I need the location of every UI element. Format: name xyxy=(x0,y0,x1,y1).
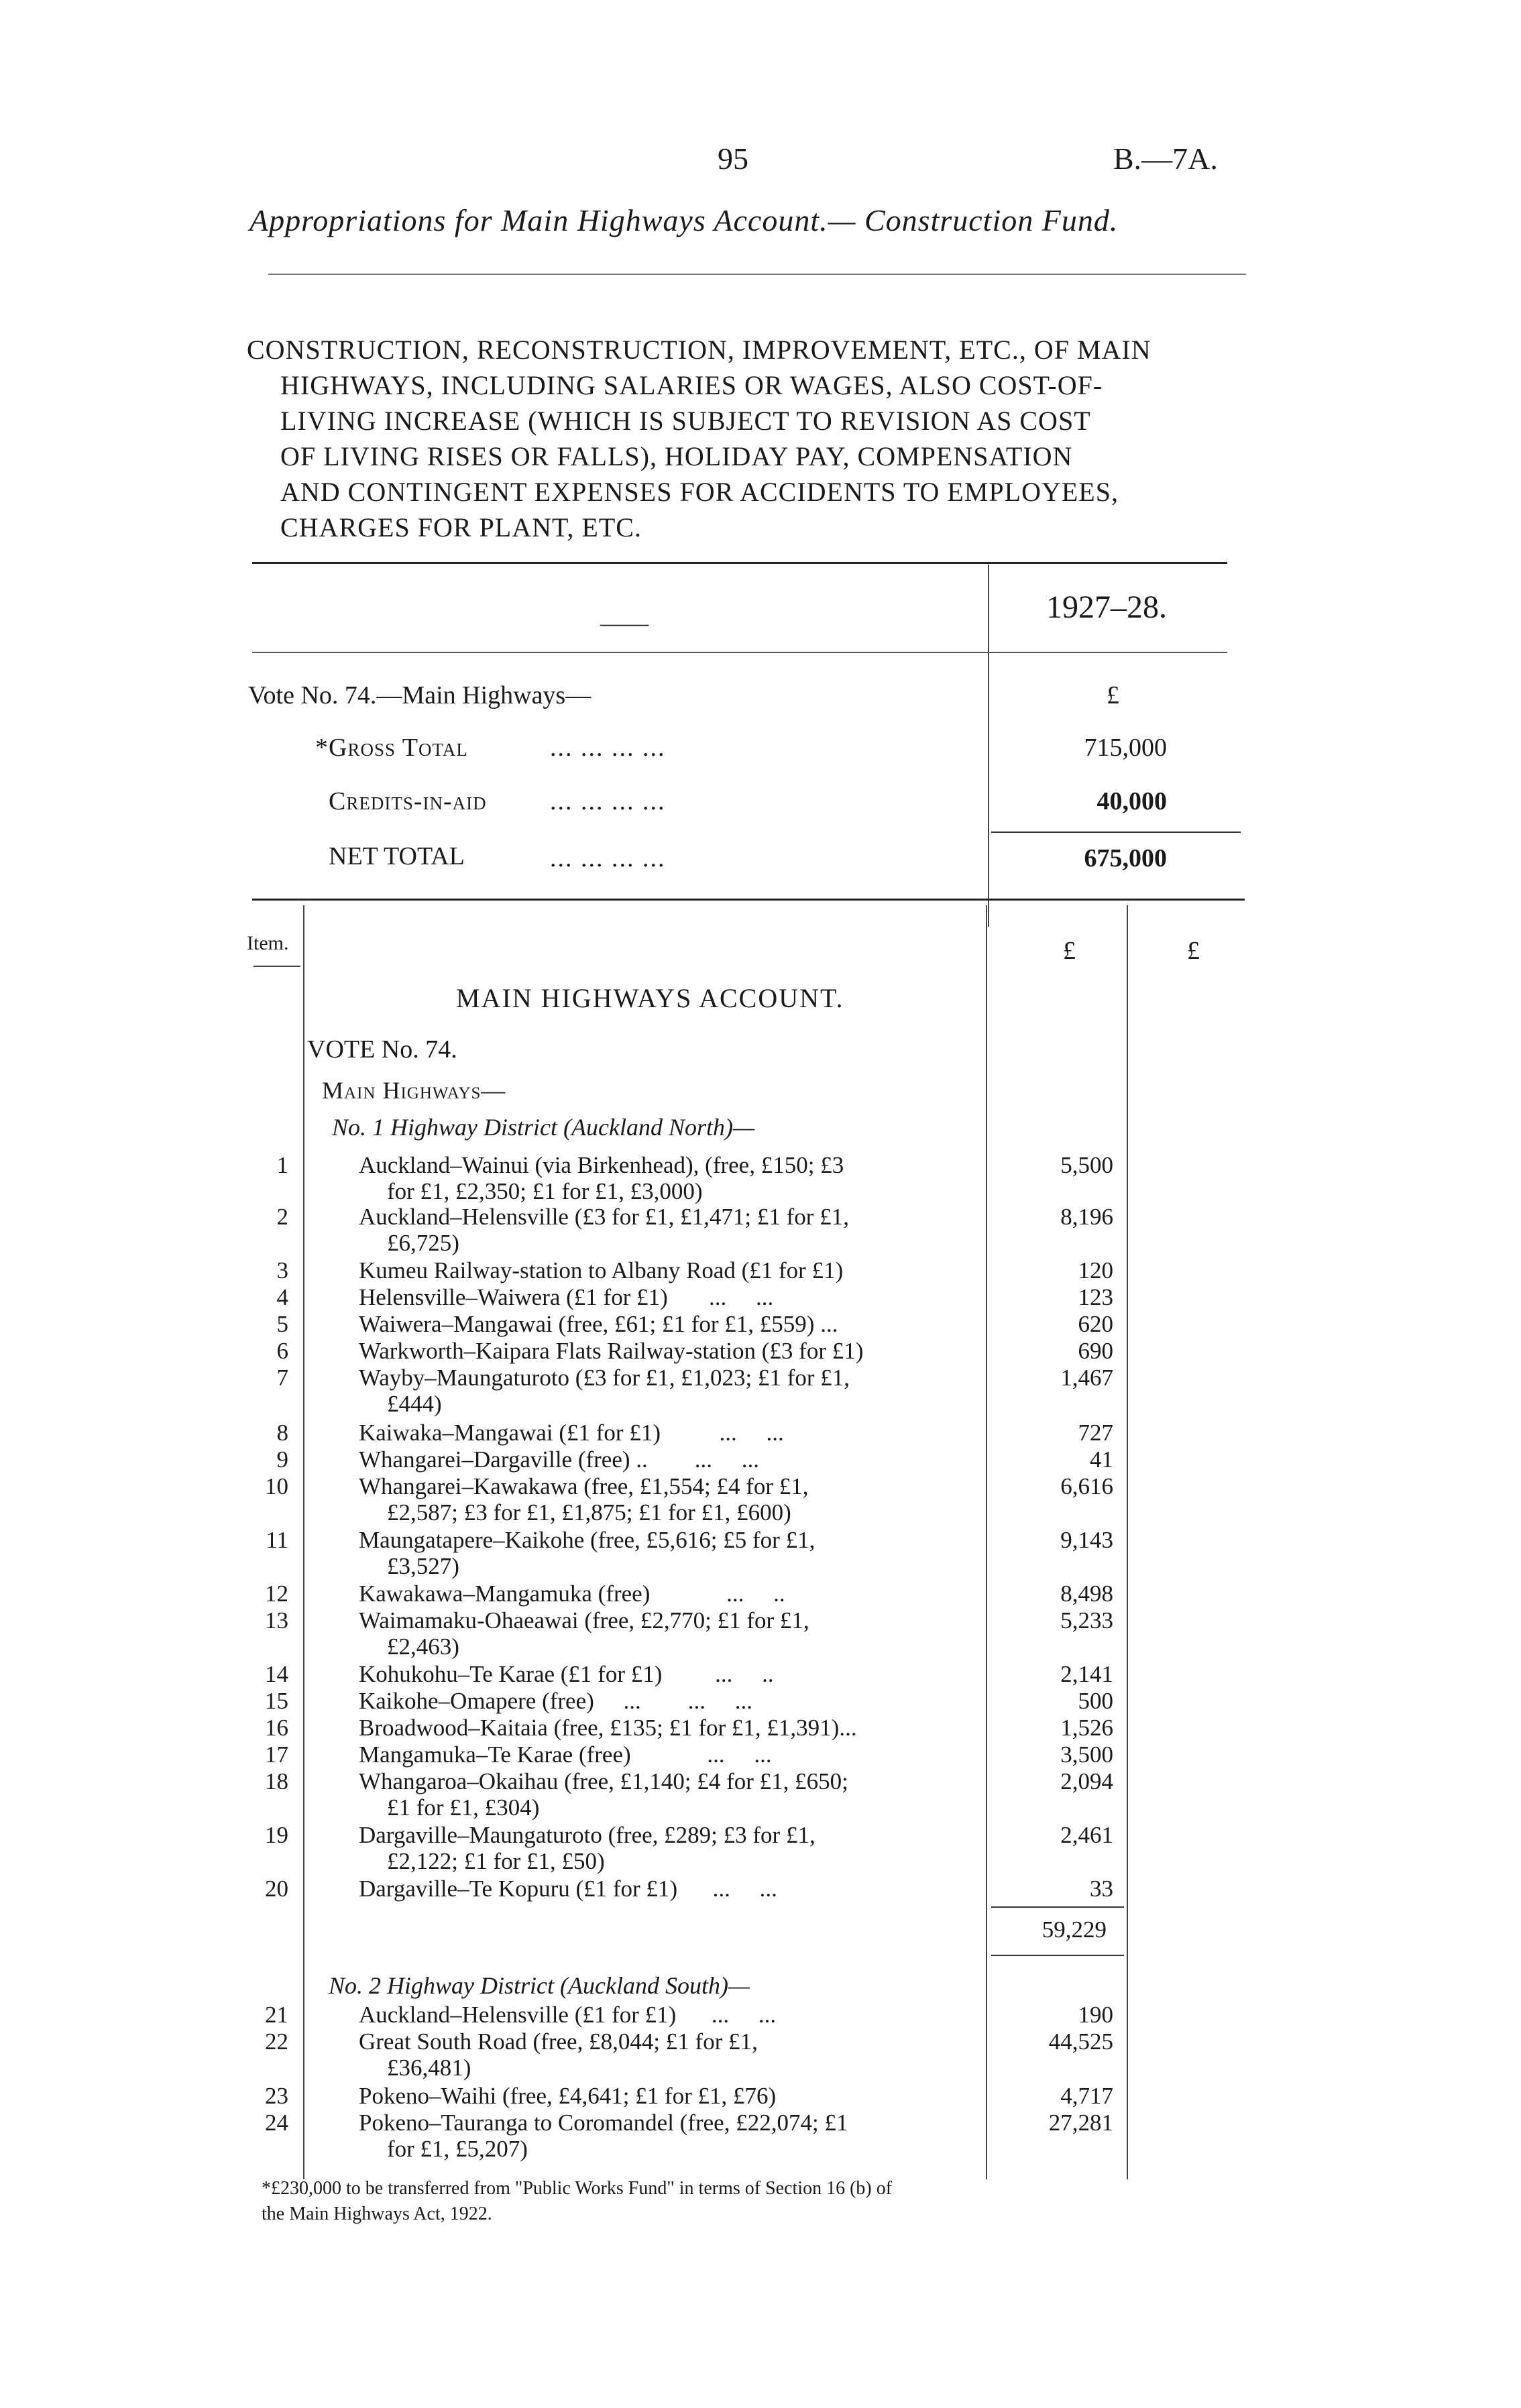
row-amount: 5,500 xyxy=(1060,1152,1113,1178)
row-amount: 190 xyxy=(1078,2002,1113,2028)
row-description-line: Dargaville–Maungaturoto (free, £289; £3 for £1, xyxy=(359,1822,815,1848)
item-column-divider xyxy=(303,905,304,2179)
account-title: MAIN HIGHWAYS ACCOUNT. xyxy=(456,983,844,1013)
summary-currency: £ xyxy=(1107,681,1119,709)
row-item-number: 7 xyxy=(276,1365,288,1391)
row-description xyxy=(359,1768,982,1821)
row-description-line: Waiwera–Mangawai (free, £61; £1 for £1, £559) ... xyxy=(359,1311,838,1337)
district-1-heading: No. 1 Highway District (Auckland North)— xyxy=(332,1114,754,1141)
row-item-number: 20 xyxy=(265,1876,288,1902)
row-description-line: Broadwood–Kaitaia (free, £135; £1 for £1, £1,391)... xyxy=(359,1715,857,1741)
row-item-number: 6 xyxy=(276,1338,288,1364)
row-description xyxy=(359,1311,982,1337)
row-item-number: 8 xyxy=(276,1420,288,1446)
row-description xyxy=(359,1741,982,1768)
net-total-label: NET TOTAL xyxy=(329,842,465,870)
heading-line: HIGHWAYS, INCLUDING SALARIES OR WAGES, ALSO COST-OF- xyxy=(280,370,1103,400)
row-amount: 8,498 xyxy=(1060,1581,1113,1607)
row-description xyxy=(359,1257,982,1283)
row-description-line: £1 for £1, £304) xyxy=(387,1794,540,1821)
row-description xyxy=(359,2002,982,2028)
heading-line: CHARGES FOR PLANT, ETC. xyxy=(280,512,642,542)
row-description-line: Pokeno–Tauranga to Coromandel (free, £22,074; £1 xyxy=(359,2110,848,2136)
row-item-number: 24 xyxy=(265,2110,288,2136)
district-1-subtotal: 59,229 xyxy=(1041,1916,1107,1943)
row-description-line: Kohukohu–Te Karae (£1 for £1) ... .. xyxy=(359,1661,774,1687)
row-item-number: 11 xyxy=(266,1527,288,1553)
row-description-line: Waimamaku-Ohaeawai (free, £2,770; £1 for £1, xyxy=(359,1607,809,1633)
row-description xyxy=(359,1420,982,1446)
row-amount: 500 xyxy=(1078,1688,1113,1714)
row-item-number: 10 xyxy=(265,1473,288,1499)
row-amount: 44,525 xyxy=(1048,2028,1113,2055)
row-item-number: 4 xyxy=(276,1284,288,1310)
row-description-line: Pokeno–Waihi (free, £4,641; £1 for £1, £76) xyxy=(359,2083,777,2109)
amount-column-currency: £ xyxy=(1063,937,1076,965)
row-description xyxy=(359,1365,982,1417)
row-amount: 620 xyxy=(1078,1311,1113,1337)
net-total-dots: ... ... ... ... xyxy=(550,844,666,872)
row-description xyxy=(359,1876,982,1902)
row-item-number: 1 xyxy=(276,1152,288,1178)
total-column-currency: £ xyxy=(1187,937,1200,965)
row-description-line: £36,481) xyxy=(387,2055,471,2081)
row-description-line: Auckland–Helensville (£3 for £1, £1,471; £1 for £1, xyxy=(359,1204,849,1230)
row-amount: 1,526 xyxy=(1060,1715,1113,1741)
row-item-number: 13 xyxy=(265,1607,288,1633)
row-item-number: 16 xyxy=(265,1715,288,1741)
row-item-number: 9 xyxy=(276,1446,288,1473)
gross-total-value: 715,000 xyxy=(1084,734,1167,762)
row-description xyxy=(359,2110,982,2162)
page-number: 95 xyxy=(718,141,748,176)
row-description-line: Helensville–Waiwera (£1 for £1) ... ... xyxy=(359,1284,774,1310)
row-description-line: £3,527) xyxy=(387,1553,459,1579)
row-amount: 5,233 xyxy=(1060,1607,1113,1633)
page-subtitle: Appropriations for Main Highways Account.— Construction Fund. xyxy=(249,203,1119,237)
heading-line: LIVING INCREASE (WHICH IS SUBJECT TO REVISION AS COST xyxy=(280,406,1091,436)
row-description xyxy=(359,1473,982,1526)
summary-column-divider xyxy=(988,565,989,927)
credits-in-aid-label: Credits-in-aid xyxy=(329,787,487,815)
row-description xyxy=(359,1527,982,1579)
footnote-line: the Main Highways Act, 1922. xyxy=(262,2203,492,2224)
summary-bottom-rule xyxy=(252,899,1245,901)
row-description-line: Whangarei–Dargaville (free) .. ... ... xyxy=(359,1446,760,1473)
footnote xyxy=(262,2176,892,2227)
row-description xyxy=(359,1204,982,1256)
row-description xyxy=(359,1822,982,1874)
heading-line: CONSTRUCTION, RECONSTRUCTION, IMPROVEMENT, ETC., OF MAIN xyxy=(247,335,1151,365)
row-description-line: £444) xyxy=(387,1391,442,1417)
row-item-number: 14 xyxy=(265,1661,288,1687)
main-highways-heading: Main Highways— xyxy=(322,1077,506,1104)
row-amount: 690 xyxy=(1078,1338,1113,1364)
summary-header-rule xyxy=(252,652,1227,653)
row-item-number: 18 xyxy=(265,1768,288,1794)
row-amount: 6,616 xyxy=(1060,1473,1113,1499)
row-amount: 123 xyxy=(1078,1284,1113,1310)
section-heading xyxy=(247,332,1243,545)
row-amount: 8,196 xyxy=(1060,1204,1113,1230)
row-item-number: 17 xyxy=(265,1741,288,1768)
row-description-line: Whangaroa–Okaihau (free, £1,140; £4 for £1, £650; xyxy=(359,1768,848,1794)
row-amount: 3,500 xyxy=(1060,1741,1113,1768)
gross-total-dots: ... ... ... ... xyxy=(550,734,666,762)
district-2-heading: No. 2 Highway District (Auckland South)— xyxy=(329,1972,750,1999)
amount-column-divider xyxy=(986,905,987,2179)
row-description xyxy=(359,1446,982,1473)
row-description-line: Whangarei–Kawakawa (free, £1,554; £4 for £1, xyxy=(359,1473,809,1499)
row-description-line: £6,725) xyxy=(387,1230,459,1256)
row-description xyxy=(359,1152,982,1204)
total-column-divider xyxy=(1127,905,1128,2179)
row-amount: 4,717 xyxy=(1060,2083,1113,2109)
row-description-line: Auckland–Helensville (£1 for £1) ... ... xyxy=(359,2002,777,2028)
row-amount: 27,281 xyxy=(1048,2110,1113,2136)
summary-stub-dash: —— xyxy=(600,610,649,636)
summary-top-rule xyxy=(252,562,1227,564)
row-amount: 727 xyxy=(1078,1420,1113,1446)
row-description xyxy=(359,2028,982,2081)
row-amount: 120 xyxy=(1078,1257,1113,1283)
row-description xyxy=(359,1338,982,1364)
net-total-rule xyxy=(991,832,1241,833)
row-description-line: Kaikohe–Omapere (free) ... ... ... xyxy=(359,1688,753,1714)
row-amount: 2,461 xyxy=(1060,1822,1113,1848)
gross-total-label: *Gross Total xyxy=(315,734,468,762)
row-description xyxy=(359,1607,982,1660)
row-amount: 2,094 xyxy=(1060,1768,1113,1794)
vote-number: VOTE No. 74. xyxy=(307,1035,457,1064)
district-1-subtotal-underline xyxy=(991,1955,1124,1956)
row-description-line: £2,587; £3 for £1, £1,875; £1 for £1, £600) xyxy=(387,1499,791,1526)
row-item-number: 5 xyxy=(276,1311,288,1337)
row-description-line: for £1, £5,207) xyxy=(387,2136,528,2162)
row-description xyxy=(359,1661,982,1687)
row-amount: 41 xyxy=(1090,1446,1113,1473)
row-description xyxy=(359,1284,982,1310)
row-item-number: 19 xyxy=(265,1822,288,1848)
row-description-line: Wayby–Maungaturoto (£3 for £1, £1,023; £1 for £1, xyxy=(359,1365,850,1391)
item-column-header: Item. xyxy=(247,932,289,954)
credits-in-aid-value: 40,000 xyxy=(1096,787,1167,815)
row-description xyxy=(359,2083,982,2109)
header-rule xyxy=(268,274,1246,275)
row-description-line: Warkworth–Kaipara Flats Railway-station (£3 for £1) xyxy=(359,1338,864,1364)
row-amount: 1,467 xyxy=(1060,1365,1113,1391)
row-item-number: 22 xyxy=(265,2028,288,2055)
row-description xyxy=(359,1581,982,1607)
row-description-line: Dargaville–Te Kopuru (£1 for £1) ... ... xyxy=(359,1876,777,1902)
row-description-line: for £1, £2,350; £1 for £1, £3,000) xyxy=(387,1178,703,1204)
item-header-underline xyxy=(253,966,300,967)
vote-label: Vote No. 74.—Main Highways— xyxy=(248,681,592,709)
document-reference: B.—7A. xyxy=(1113,141,1218,176)
row-description-line: Maungatapere–Kaikohe (free, £5,616; £5 for £1, xyxy=(359,1527,815,1553)
credits-in-aid-dots: ... ... ... ... xyxy=(550,787,666,815)
summary-year: 1927–28. xyxy=(1046,589,1167,625)
row-item-number: 15 xyxy=(265,1688,288,1714)
footnote-line: *£230,000 to be transferred from "Public Works Fund" in terms of Section 16 (b) of xyxy=(262,2178,893,2199)
row-description-line: Auckland–Wainui (via Birkenhead), (free, £150; £3 xyxy=(359,1152,844,1178)
district-1-subtotal-rule xyxy=(991,1906,1124,1908)
row-item-number: 3 xyxy=(276,1257,288,1283)
net-total-value: 675,000 xyxy=(1084,844,1167,872)
row-description-line: £2,463) xyxy=(387,1633,459,1660)
heading-line: OF LIVING RISES OR FALLS), HOLIDAY PAY, COMPENSATION xyxy=(280,441,1073,471)
row-description-line: Great South Road (free, £8,044; £1 for £1, xyxy=(359,2028,758,2055)
row-description-line: Mangamuka–Te Karae (free) ... ... xyxy=(359,1741,772,1768)
row-description xyxy=(359,1715,982,1741)
row-description-line: £2,122; £1 for £1, £50) xyxy=(387,1848,605,1874)
row-item-number: 21 xyxy=(265,2002,288,2028)
row-amount: 2,141 xyxy=(1060,1661,1113,1687)
row-item-number: 12 xyxy=(265,1581,288,1607)
row-item-number: 2 xyxy=(276,1204,288,1230)
row-description xyxy=(359,1688,982,1714)
row-amount: 33 xyxy=(1090,1876,1113,1902)
row-description-line: Kawakawa–Mangamuka (free) ... .. xyxy=(359,1581,785,1607)
row-description-line: Kumeu Railway-station to Albany Road (£1 for £1) xyxy=(359,1257,844,1283)
row-amount: 9,143 xyxy=(1060,1527,1113,1553)
row-item-number: 23 xyxy=(265,2083,288,2109)
row-description-line: Kaiwaka–Mangawai (£1 for £1) ... ... xyxy=(359,1420,784,1446)
heading-line: AND CONTINGENT EXPENSES FOR ACCIDENTS TO EMPLOYEES, xyxy=(280,477,1119,507)
